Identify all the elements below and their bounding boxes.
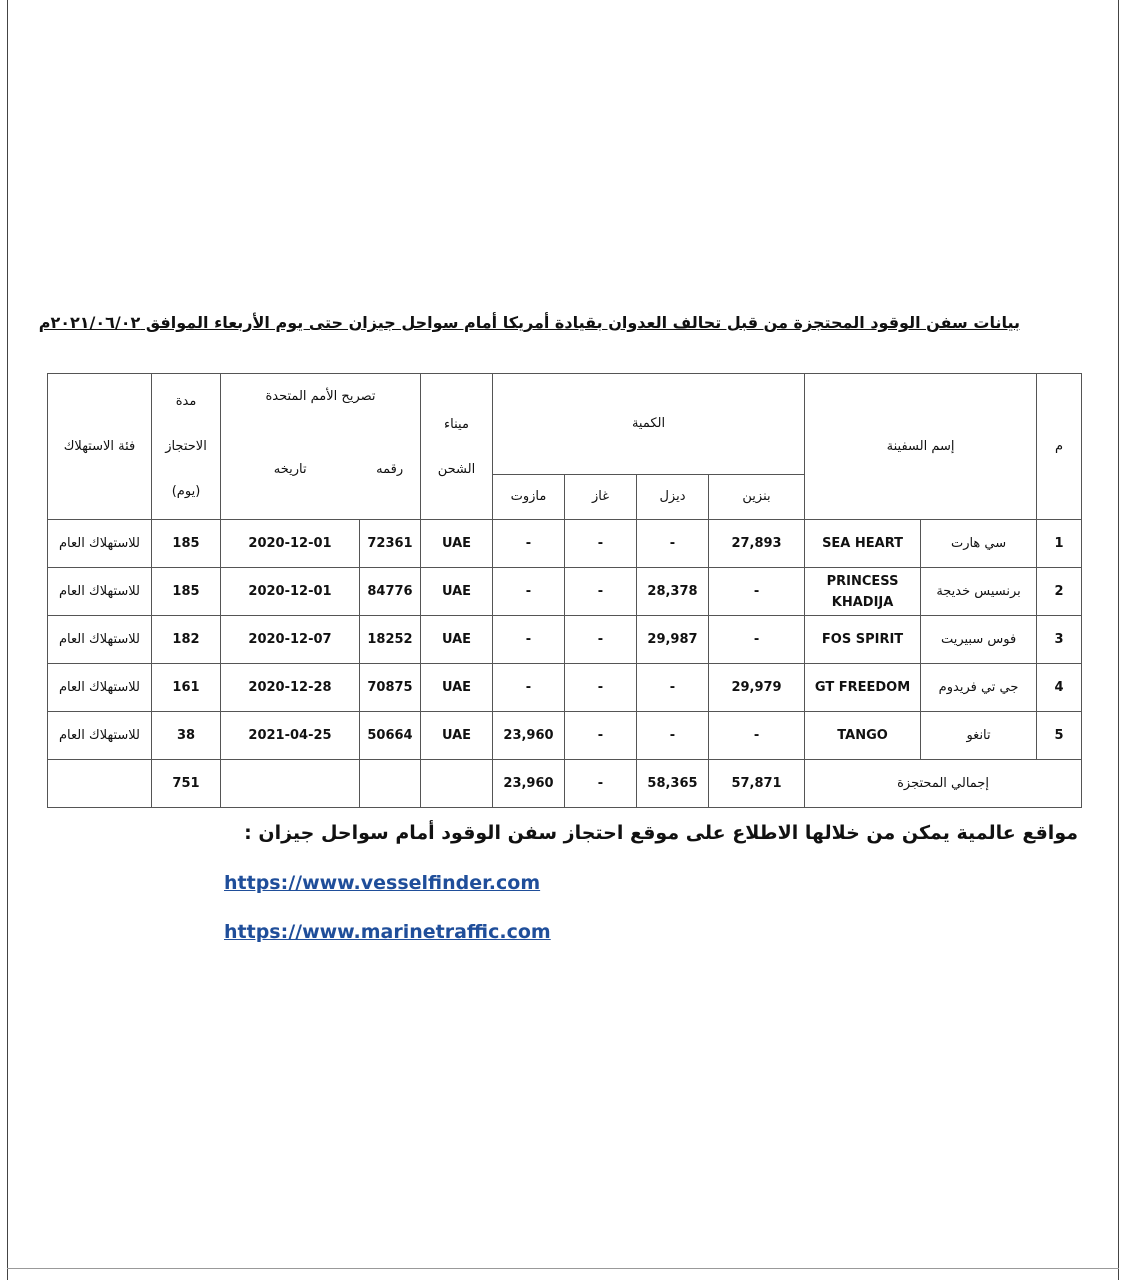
header-row-1: [48, 374, 1082, 475]
cell-diesel: 28,378: [637, 568, 709, 616]
header-category: فئة الاستهلاك: [48, 374, 152, 520]
header-gas: غاز: [565, 474, 637, 519]
header-un-permit-label: تصريح الأمم المتحدة: [265, 389, 376, 404]
cell-days: 185: [152, 568, 221, 616]
cell-days: 38: [152, 712, 221, 760]
page-border-left: [7, 0, 8, 1280]
cell-port: UAE: [421, 712, 493, 760]
cell-gasoline: -: [709, 616, 805, 664]
cell-category: للاستهلاك العام: [48, 520, 152, 568]
cell-gas: -: [565, 664, 637, 712]
vesselfinder-link[interactable]: https://www.vesselfinder.com: [224, 872, 541, 894]
table-row: [48, 664, 1082, 712]
cell-diesel: -: [637, 664, 709, 712]
cell-gasoline: 29,979: [709, 664, 805, 712]
cell-port: UAE: [421, 616, 493, 664]
cell-category: للاستهلاك العام: [48, 616, 152, 664]
cell-gasoline: 27,893: [709, 520, 805, 568]
cell-port: UAE: [421, 664, 493, 712]
cell-permit-date: 2020-12-28: [221, 664, 360, 712]
cell-permit-date: 2020-12-01: [221, 568, 360, 616]
header-port: ميناء الشحن: [421, 374, 493, 520]
cell-name-ar: جي تي فريدوم: [921, 664, 1037, 712]
cell-gasoline: -: [709, 568, 805, 616]
cell-diesel: -: [637, 520, 709, 568]
cell-days: 182: [152, 616, 221, 664]
cell-gas: -: [565, 616, 637, 664]
header-mazut: مازوت: [493, 474, 565, 519]
cell-name-ar: سي هارت: [921, 520, 1037, 568]
cell-index: 4: [1037, 664, 1082, 712]
header-quantity: الكمية: [493, 374, 805, 475]
vessels-table: [47, 373, 1082, 808]
cell-total-port: [421, 760, 493, 808]
cell-permit-number: 50664: [360, 712, 421, 760]
cell-total-gas: -: [565, 760, 637, 808]
cell-permit-number: 84776: [360, 568, 421, 616]
cell-total-permit-date: [221, 760, 360, 808]
cell-days: 185: [152, 520, 221, 568]
page-border-bottom: [7, 1268, 1119, 1269]
table-row: [48, 568, 1082, 616]
header-permit-date: تاريخه: [273, 461, 307, 477]
header-diesel: ديزل: [637, 474, 709, 519]
cell-port: UAE: [421, 568, 493, 616]
table-row: [48, 520, 1082, 568]
cell-permit-date: 2020-12-01: [221, 520, 360, 568]
cell-total-gasoline: 57,871: [709, 760, 805, 808]
header-un-permit: [221, 374, 421, 520]
cell-permit-date: 2021-04-25: [221, 712, 360, 760]
cell-name-ar: برنسيس خديجة: [921, 568, 1037, 616]
marinetraffic-link[interactable]: https://www.marinetraffic.com: [224, 921, 551, 943]
cell-permit-number: 70875: [360, 664, 421, 712]
cell-index: 1: [1037, 520, 1082, 568]
cell-category: للاستهلاك العام: [48, 712, 152, 760]
cell-index: 2: [1037, 568, 1082, 616]
cell-index: 3: [1037, 616, 1082, 664]
cell-permit-date: 2020-12-07: [221, 616, 360, 664]
cell-gasoline: -: [709, 712, 805, 760]
cell-days: 161: [152, 664, 221, 712]
cell-name-en: FOS SPIRIT: [805, 616, 921, 664]
document-title: بيانات سفن الوقود المحتجزة من قبل تحالف العدوان بقيادة أمريكا أمام سواحل جيزان حتى يوم الأربعاء الموافق ٢٠٢١/٠٦/٠٢م: [38, 313, 1020, 332]
table-row: [48, 712, 1082, 760]
total-row: [48, 760, 1082, 808]
cell-total-label: إجمالي المحتجزة: [805, 760, 1082, 808]
header-index: م: [1037, 374, 1082, 520]
cell-gas: -: [565, 712, 637, 760]
cell-total-category: [48, 760, 152, 808]
cell-permit-number: 72361: [360, 520, 421, 568]
cell-mazut: -: [493, 664, 565, 712]
cell-name-ar: تانغو: [921, 712, 1037, 760]
cell-total-diesel: 58,365: [637, 760, 709, 808]
cell-diesel: 29,987: [637, 616, 709, 664]
cell-total-permit-number: [360, 760, 421, 808]
cell-category: للاستهلاك العام: [48, 664, 152, 712]
page-border-right: [1118, 0, 1119, 1280]
table-row: [48, 616, 1082, 664]
cell-name-en: SEA HEART: [805, 520, 921, 568]
cell-name-en: GT FREEDOM: [805, 664, 921, 712]
cell-name-ar: فوس سبيريت: [921, 616, 1037, 664]
cell-permit-number: 18252: [360, 616, 421, 664]
cell-name-en: TANGO: [805, 712, 921, 760]
cell-gas: -: [565, 520, 637, 568]
cell-diesel: -: [637, 712, 709, 760]
header-ship-name: إسم السفينة: [805, 374, 1037, 520]
header-detention: مدة الاحتجاز (يوم): [152, 374, 221, 520]
cell-index: 5: [1037, 712, 1082, 760]
cell-total-days: 751: [152, 760, 221, 808]
cell-mazut: -: [493, 520, 565, 568]
cell-mazut: 23,960: [493, 712, 565, 760]
cell-mazut: -: [493, 616, 565, 664]
header-permit-number: رقمه: [376, 461, 404, 477]
links-intro: مواقع عالمية يمكن من خلالها الاطلاع على موقع احتجاز سفن الوقود أمام سواحل جيزان :: [244, 822, 1078, 844]
cell-port: UAE: [421, 520, 493, 568]
cell-total-mazut: 23,960: [493, 760, 565, 808]
cell-gas: -: [565, 568, 637, 616]
cell-mazut: -: [493, 568, 565, 616]
cell-name-en: PRINCESS KHADIJA: [805, 568, 921, 616]
cell-category: للاستهلاك العام: [48, 568, 152, 616]
header-gasoline: بنزين: [709, 474, 805, 519]
